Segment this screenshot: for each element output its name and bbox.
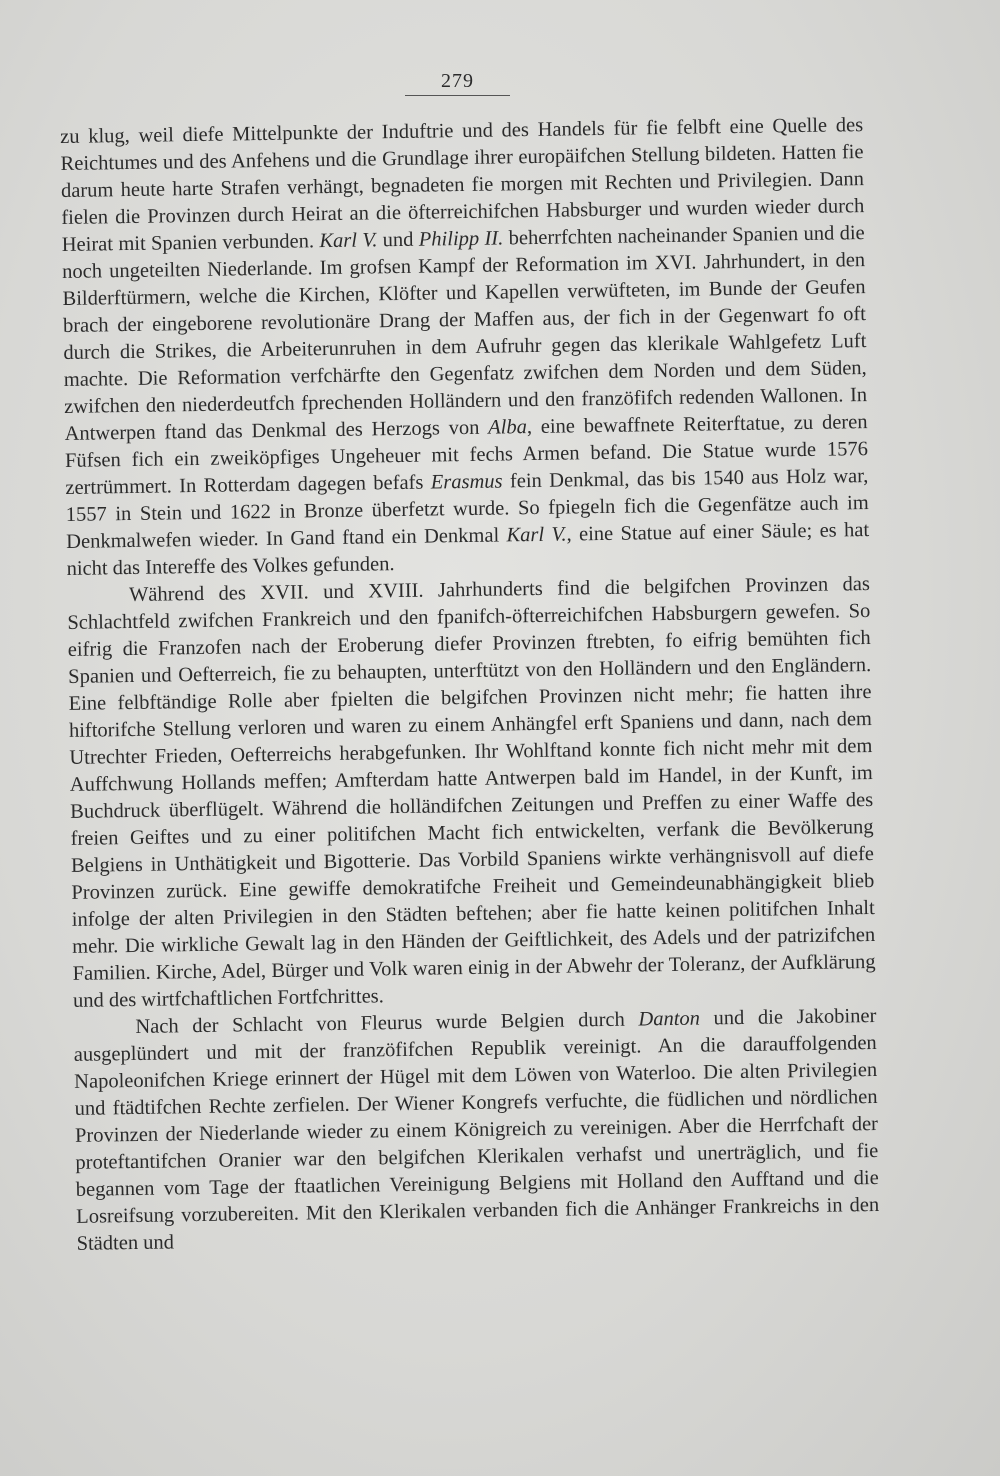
text-run: Nach der Schlacht von Fleurus wurde Belgien durch [135, 1008, 639, 1038]
text-run: und die Jakobiner ausgeplündert und mit der franzöfifchen Republik vereinigt. An die darauffolgenden Napoleonifchen Kriege erinnert der Hügel mit dem Löwen von Waterloo. Die alten Privilegien und ftädtifchen Rechte zerfielen. Der Wiener Kongrefs verfuchte, die füdlichen und nördlichen Provinzen der Niederlande wieder zu einem Königreich zu vereinigen. Aber die Herrfchaft der proteftantifchen Oranier war den belgifchen Klerikalen verhafst und unerträglich, und fie begannen vom Tage der ftaatlichen Vereinigung Belgiens mit Holland den Aufftand und die Losreifsung vorzubereiten. Mit den Klerikalen verbanden fich die Anhänger Frankreichs in den Städten und [73, 1004, 880, 1255]
text-run: , eine Statue auf einer Säule; es hat nicht das Intereffe des Volkes gefunden. [66, 519, 870, 580]
italic-name: Karl V. [506, 523, 567, 547]
italic-name: Karl V. [319, 229, 378, 253]
text-run: fein Denkmal, das bis 1540 aus Holz war, 1557 in Stein und 1622 in Bronze überfetzt wurde. So fpiegeln fich die Gegenfätze auch im Denkmalwefen wieder. In Gand ftand ein Denkmal [65, 465, 869, 553]
text-run: , eine bewaffnete Reiterftatue, zu deren Füfsen fich ein zweiköpfiges Ungeheuer mit fechs Armen befand. Die Statue wurde 1576 zertrümmert. In Rotterdam dagegen befafs [64, 411, 869, 499]
paragraph-2 [67, 571, 876, 1015]
italic-name: Danton [638, 1007, 701, 1031]
text-run: und [377, 228, 419, 252]
italic-name: Philipp II. [418, 227, 504, 251]
paragraph-3 [73, 1003, 880, 1258]
paragraph-1 [60, 112, 870, 583]
italic-name: Alba [487, 416, 528, 439]
text-run: beherrfchten nacheinander Spanien und die noch ungeteilten Niederlande. Im grofsen Kampf der Reformation im XVI. Jahrhundert, in den Bilderftürmern, welche die Kirchen, Klöfter und Kapellen verwüfteten, im Bunde der Geufen brach der eingeborene revolutionäre Drang der Maffen aus, der fich in der Gegenwart fo oft durch die Strikes, die Arbeiterunruhen in dem Aufruhr gegen das klerikale Wahlgefetz Luft machte. Die Reformation verfchärfte den Gegenfatz zwifchen dem Norden und dem Süden, zwifchen den niederdeutfch fprechenden Holländern und den franzöfifch redenden Wallonen. In Antwerpen ftand das Denkmal des Herzogs von [62, 222, 868, 445]
body-text [60, 112, 880, 1258]
text-run: Während des XVII. und XVIII. Jahrhunderts find die belgifchen Provinzen das Schlachtfeld zwifchen Frankreich und den fpanifch-öfterreichifchen Habsburgern gewefen. So eifrig die Franzofen nach der Eroberung diefer Provinzen ftrebten, fo eifrig bemühten fich Spanien und Oefterreich, fie zu behaupten, unterftützt von den Holländern und den Engländern. Eine felbftändige Rolle aber fpielten die belgifchen Provinzen nicht mehr; fie hatten ihre hiftorifche Stellung verloren und waren zu einem Anhängfel erft Spaniens und dann, nach dem Utrechter Frieden, Oefterreichs herabgefunken. Ihr Wohlftand konnte fich nicht mehr mit dem Auffchwung Hollands meffen; Amfterdam hatte Antwerpen bald im Handel, in der Kunft, im Buchdruck überflügelt. Während die holländifchen Zeitungen und Preffen zu einer Waffe des freien Geiftes und zu einer politifchen Macht fich entwickelten, verfank die Bevölkerung Belgiens in Unthätigkeit und Bigotterie. Das Vorbild Spaniens wirkte verhängnisvoll auf diefe Provinzen zurück. Eine gewiffe demokratifche Freiheit und Gemeindeunabhängigkeit blieb infolge der alten Privilegien in den Städten beftehen; aber fie hatte keinen politifchen Inhalt mehr. Die wirkliche Gewalt lag in den Händen der Geiftlichkeit, des Adels und der patrizifchen Familien. Kirche, Adel, Bürger und Volk waren einig in der Abwehr der Toleranz, der Aufklärung und des wirtfchaftlichen Fortfchrittes. [67, 573, 876, 1012]
page-number: 279 [405, 70, 510, 96]
text-run: zu klug, weil diefe Mittelpunkte der Induftrie und des Handels für fie felbft eine Quelle des Reichtumes und des Anfehens und die Grundlage ihrer europäifchen Stellung bildeten. Hatten fie darum heute harte Strafen verhängt, begnadeten fie morgen mit Rechten und Privilegien. Dann fielen die Provinzen durch Heirat an die öfterreichifchen Habsburger und wurden wieder durch Heirat mit Spanien verbunden. [60, 114, 865, 256]
italic-name: Erasmus [430, 470, 503, 494]
